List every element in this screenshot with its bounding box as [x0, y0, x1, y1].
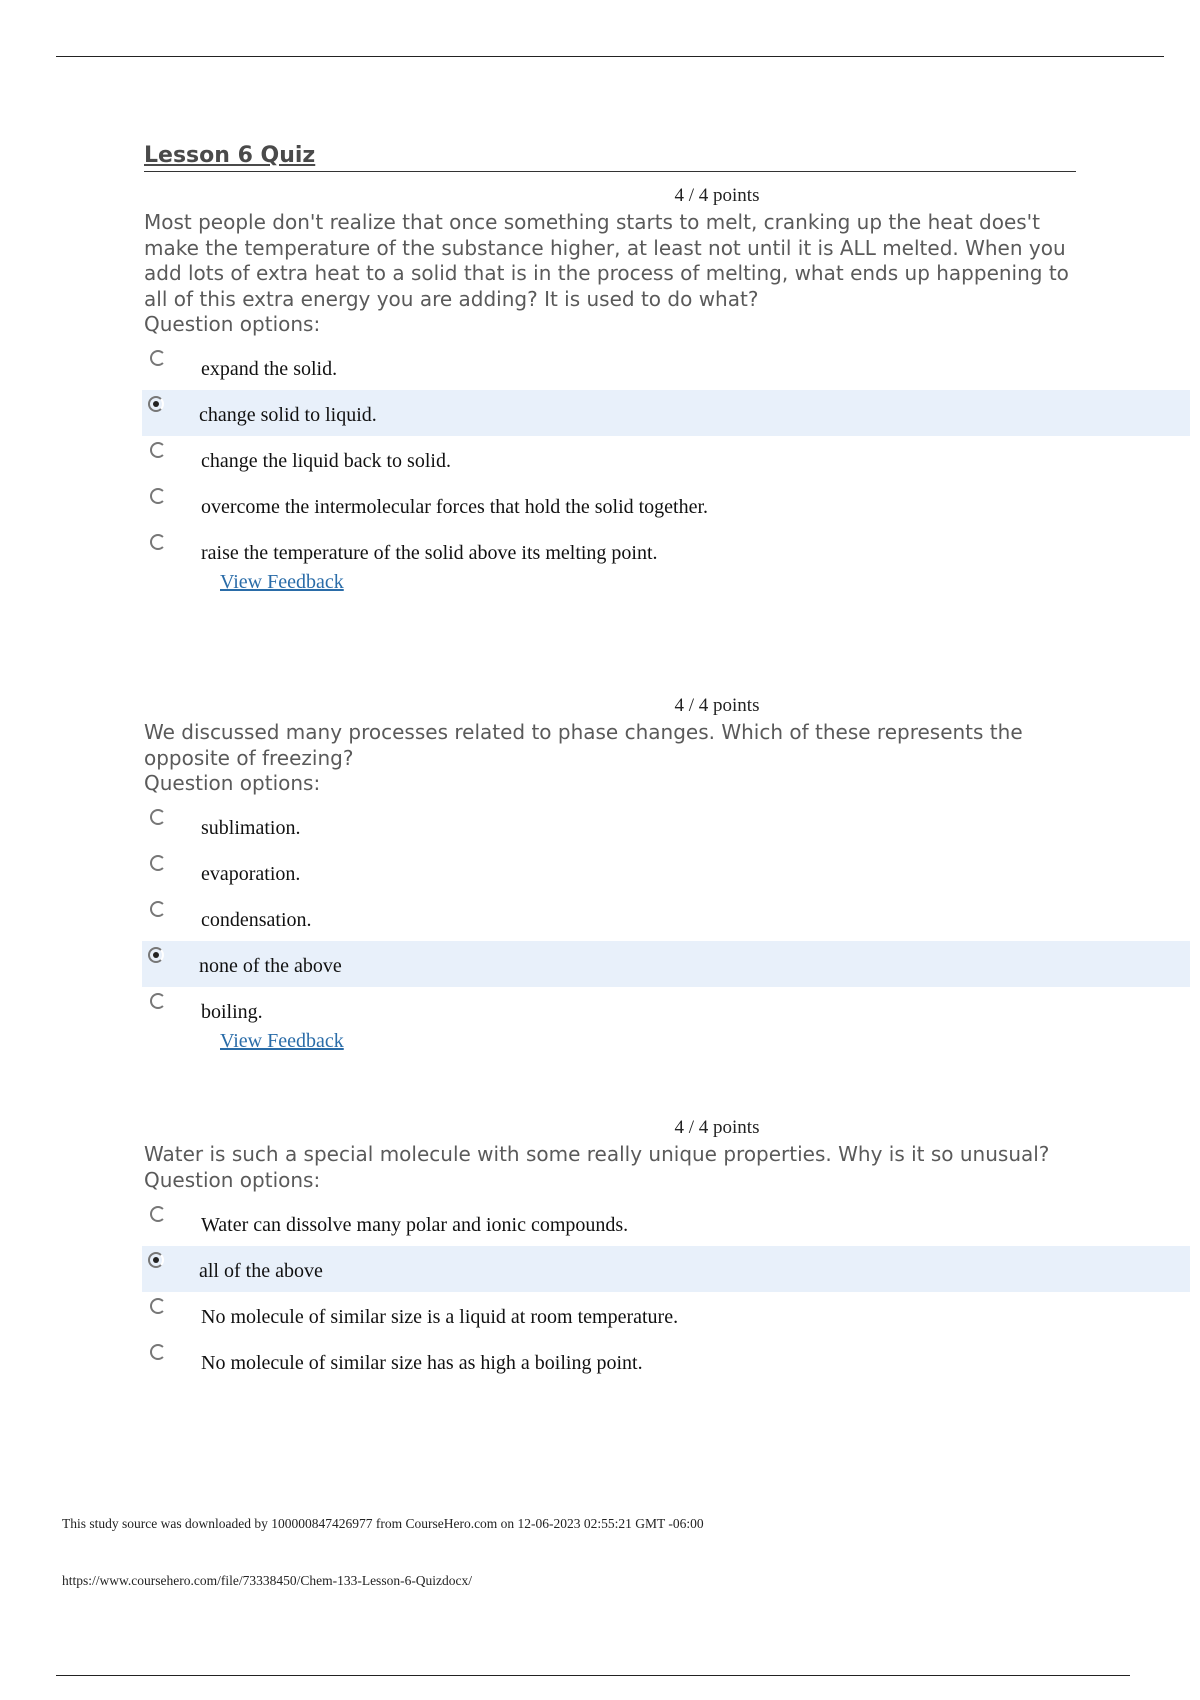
question-text: We discussed many processes related to phase changes. Which of these represents the opposite of freezing?	[144, 720, 1023, 770]
question-options-label: Question options:	[144, 312, 321, 336]
answer-option[interactable]	[142, 390, 1190, 436]
answer-option[interactable]	[142, 1246, 1190, 1292]
radio-selected-dot-icon	[153, 1257, 159, 1263]
answer-option[interactable]	[144, 895, 1190, 941]
answer-option-label: sublimation.	[201, 817, 301, 839]
top-divider	[56, 56, 1164, 57]
download-notice: This study source was downloaded by 100000847426977 from CourseHero.com on 12-06-2023 02:55:21 GMT -06:00	[62, 1516, 704, 1531]
answer-option-label: overcome the intermolecular forces that hold the solid together.	[201, 496, 709, 518]
answer-option[interactable]	[144, 1200, 1190, 1246]
radio-button-icon[interactable]	[150, 534, 166, 550]
radio-button-icon[interactable]	[150, 488, 166, 504]
answer-option[interactable]	[144, 849, 1190, 895]
option-list	[144, 803, 1190, 1033]
answer-option[interactable]	[144, 528, 1190, 574]
radio-selected-dot-icon	[153, 401, 159, 407]
answer-option[interactable]	[144, 436, 1190, 482]
answer-option-label: expand the solid.	[201, 358, 338, 380]
answer-option[interactable]	[144, 482, 1190, 528]
radio-button-icon[interactable]	[148, 396, 164, 412]
answer-option-label: condensation.	[201, 909, 312, 931]
option-list	[144, 1200, 1190, 1384]
radio-button-icon[interactable]	[150, 855, 166, 871]
radio-button-icon[interactable]	[150, 993, 166, 1009]
view-feedback-link[interactable]: View Feedback	[220, 571, 344, 593]
answer-option[interactable]	[142, 941, 1190, 987]
question-block-1	[144, 184, 1190, 594]
answer-option[interactable]	[144, 987, 1190, 1033]
radio-button-icon[interactable]	[150, 350, 166, 366]
radio-button-icon[interactable]	[150, 901, 166, 917]
answer-option-label: Water can dissolve many polar and ionic compounds.	[201, 1213, 629, 1236]
answer-option[interactable]	[144, 1338, 1190, 1384]
answer-option[interactable]	[144, 344, 1190, 390]
question-points: 4 / 4 points	[674, 1117, 760, 1138]
answer-option-label: raise the temperature of the solid above its melting point.	[201, 542, 658, 564]
page-title: Lesson 6 Quiz	[144, 143, 316, 168]
answer-option-label: change solid to liquid.	[199, 404, 377, 426]
radio-button-icon[interactable]	[148, 947, 164, 963]
radio-selected-dot-icon	[153, 952, 159, 958]
answer-option[interactable]	[144, 1292, 1190, 1338]
question-block-3	[144, 1116, 1190, 1384]
radio-button-icon[interactable]	[148, 1252, 164, 1268]
radio-button-icon[interactable]	[150, 1206, 166, 1222]
answer-option-label: none of the above	[199, 955, 342, 977]
radio-button-icon[interactable]	[150, 442, 166, 458]
answer-option-label: No molecule of similar size has as high a boiling point.	[201, 1351, 643, 1374]
answer-option[interactable]	[144, 803, 1190, 849]
radio-button-icon[interactable]	[150, 1298, 166, 1314]
answer-option-label: all of the above	[199, 1259, 323, 1282]
question-options-label: Question options:	[144, 1167, 321, 1192]
radio-button-icon[interactable]	[150, 809, 166, 825]
question-text: Water is such a special molecule with some really unique properties. Why is it so unusual?	[144, 1142, 1050, 1166]
question-points: 4 / 4 points	[674, 695, 760, 716]
answer-option-label: evaporation.	[201, 863, 301, 885]
radio-button-icon[interactable]	[150, 1344, 166, 1360]
answer-option-label: No molecule of similar size is a liquid at room temperature.	[201, 1305, 679, 1328]
option-list	[144, 344, 1190, 574]
question-points: 4 / 4 points	[674, 185, 760, 206]
quiz-header	[144, 142, 1076, 172]
bottom-divider	[56, 1675, 1130, 1676]
question-block-2	[144, 694, 1190, 1053]
question-options-label: Question options:	[144, 771, 321, 795]
source-url: https://www.coursehero.com/file/73338450/Chem-133-Lesson-6-Quizdocx/	[62, 1573, 473, 1588]
question-text: Most people don't realize that once something starts to melt, cranking up the heat does't make the temperature of the substance higher, at least not until it is ALL melted. When you add lots of extra heat to a solid that is in the process of melting, what ends up happening to all of this extra energy you are adding? It is used to do what?	[144, 210, 1069, 311]
answer-option-label: boiling.	[201, 1001, 263, 1023]
view-feedback-link[interactable]: View Feedback	[220, 1030, 344, 1052]
answer-option-label: change the liquid back to solid.	[201, 450, 451, 472]
